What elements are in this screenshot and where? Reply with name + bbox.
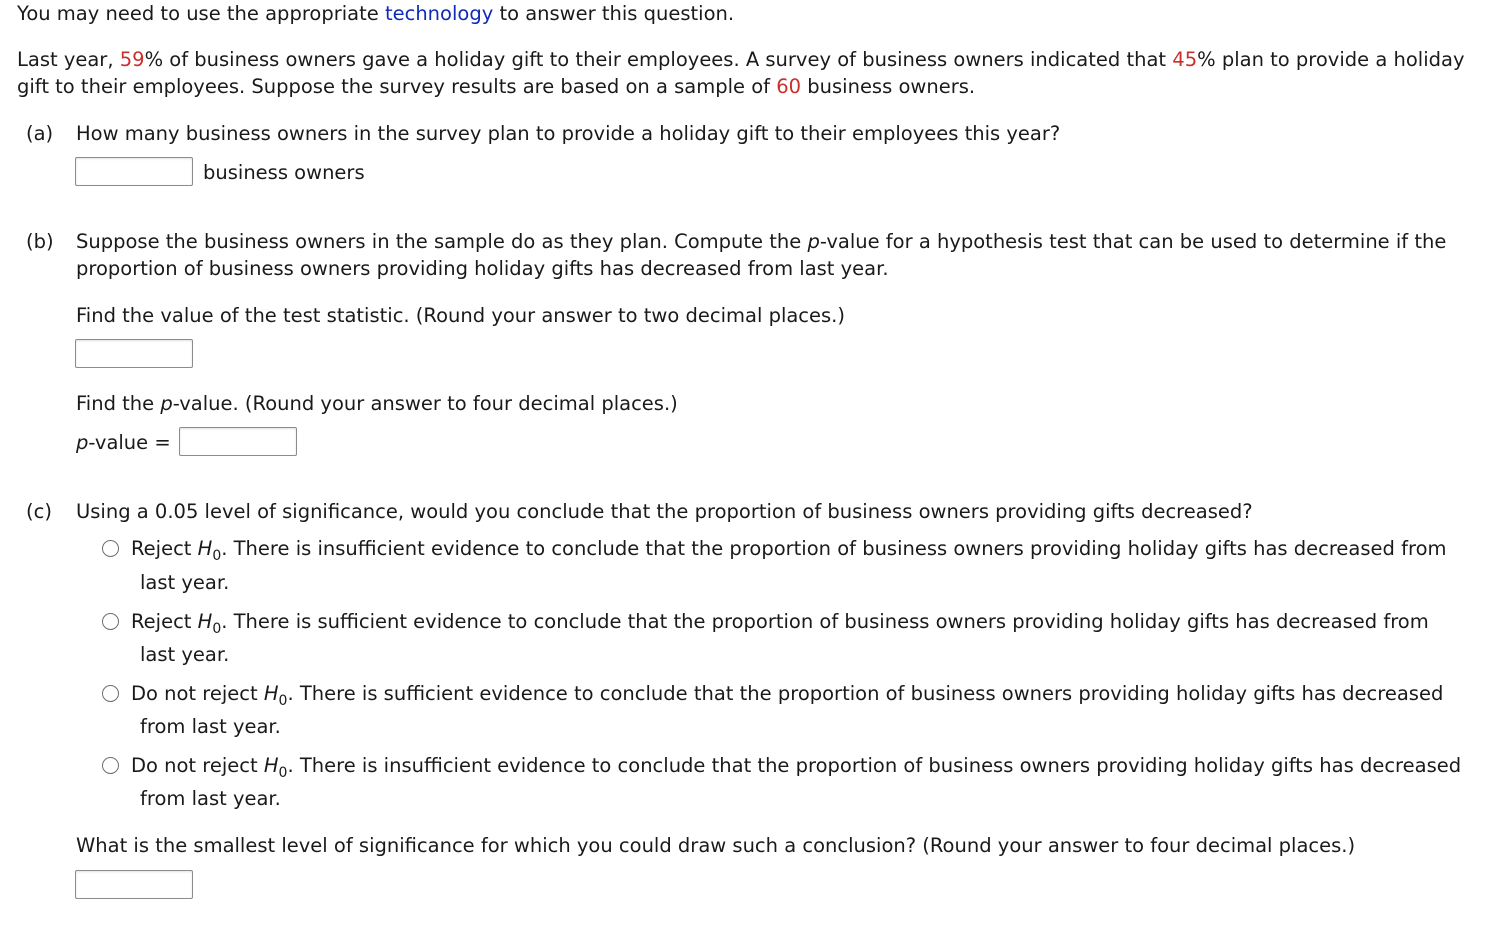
intro-line: You may need to use the appropriate technology to answer this question.	[17, 2, 735, 25]
smallest-significance-prompt: What is the smallest level of significance for which you could draw such a conclusion? (Round your answer to four decimal places.)	[76, 834, 1356, 857]
pct-plan: 45	[1172, 48, 1198, 71]
option-3-line-1: Do not reject $H_0$. There is sufficient evidence to conclude that the proportion of business owners providing holiday gifts has decreased	[131, 682, 1444, 709]
smallest-significance-input[interactable]	[75, 870, 193, 899]
part-b-question-line-2: proportion of business owners providing holiday gifts has decreased from last year.	[76, 257, 889, 280]
part-a-unit: business owners	[203, 161, 365, 184]
option-4-line-1: Do not reject $H_0$. There is insufficient evidence to conclude that the proportion of business owners providing holiday gifts has decreased	[131, 754, 1462, 781]
option-4-radio[interactable]	[102, 757, 119, 774]
problem-line-2: gift to their employees. Suppose the survey results are based on a sample of 60 business owners.	[17, 75, 976, 98]
p-value-input[interactable]	[179, 427, 297, 456]
p-value-prompt: Find the p-value. (Round your answer to four decimal places.)	[76, 392, 678, 415]
option-2-line-1: Reject $H_0$. There is sufficient evidence to conclude that the proportion of business owners providing holiday gifts has decreased from	[131, 610, 1429, 637]
option-2-line-2: last year.	[140, 643, 230, 666]
part-a-answer-input[interactable]	[75, 157, 193, 186]
option-1-line-2: last year.	[140, 571, 230, 594]
technology-link[interactable]: technology	[384, 2, 494, 25]
option-1-line-1: Reject $H_0$. There is insufficient evidence to conclude that the proportion of business owners providing holiday gifts has decreased from	[131, 537, 1447, 564]
option-3-radio[interactable]	[102, 685, 119, 702]
test-statistic-prompt: Find the value of the test statistic. (Round your answer to two decimal places.)	[76, 304, 845, 327]
option-2-radio[interactable]	[102, 613, 119, 630]
part-a-label: (a)	[26, 122, 54, 145]
p-value-label: p-value =	[76, 431, 171, 454]
sample-size: 60	[776, 75, 802, 98]
problem-line-1: Last year, 59% of business owners gave a holiday gift to their employees. A survey of business owners indicated that 45% plan to provide a holiday	[17, 48, 1465, 71]
part-c-question: Using a 0.05 level of significance, would you conclude that the proportion of business owners providing gifts decreased?	[76, 500, 1253, 523]
part-b-question-line-1: Suppose the business owners in the sample do as they plan. Compute the p-value for a hypothesis test that can be used to determine if the	[76, 230, 1447, 253]
part-b-label: (b)	[26, 230, 54, 253]
option-3-line-2: from last year.	[140, 715, 281, 738]
part-a-question: How many business owners in the survey plan to provide a holiday gift to their employees this year?	[76, 122, 1061, 145]
option-1-radio[interactable]	[102, 540, 119, 557]
option-4-line-2: from last year.	[140, 787, 281, 810]
test-statistic-input[interactable]	[75, 339, 193, 368]
pct-last-year: 59	[119, 48, 145, 71]
part-c-label: (c)	[26, 500, 52, 523]
